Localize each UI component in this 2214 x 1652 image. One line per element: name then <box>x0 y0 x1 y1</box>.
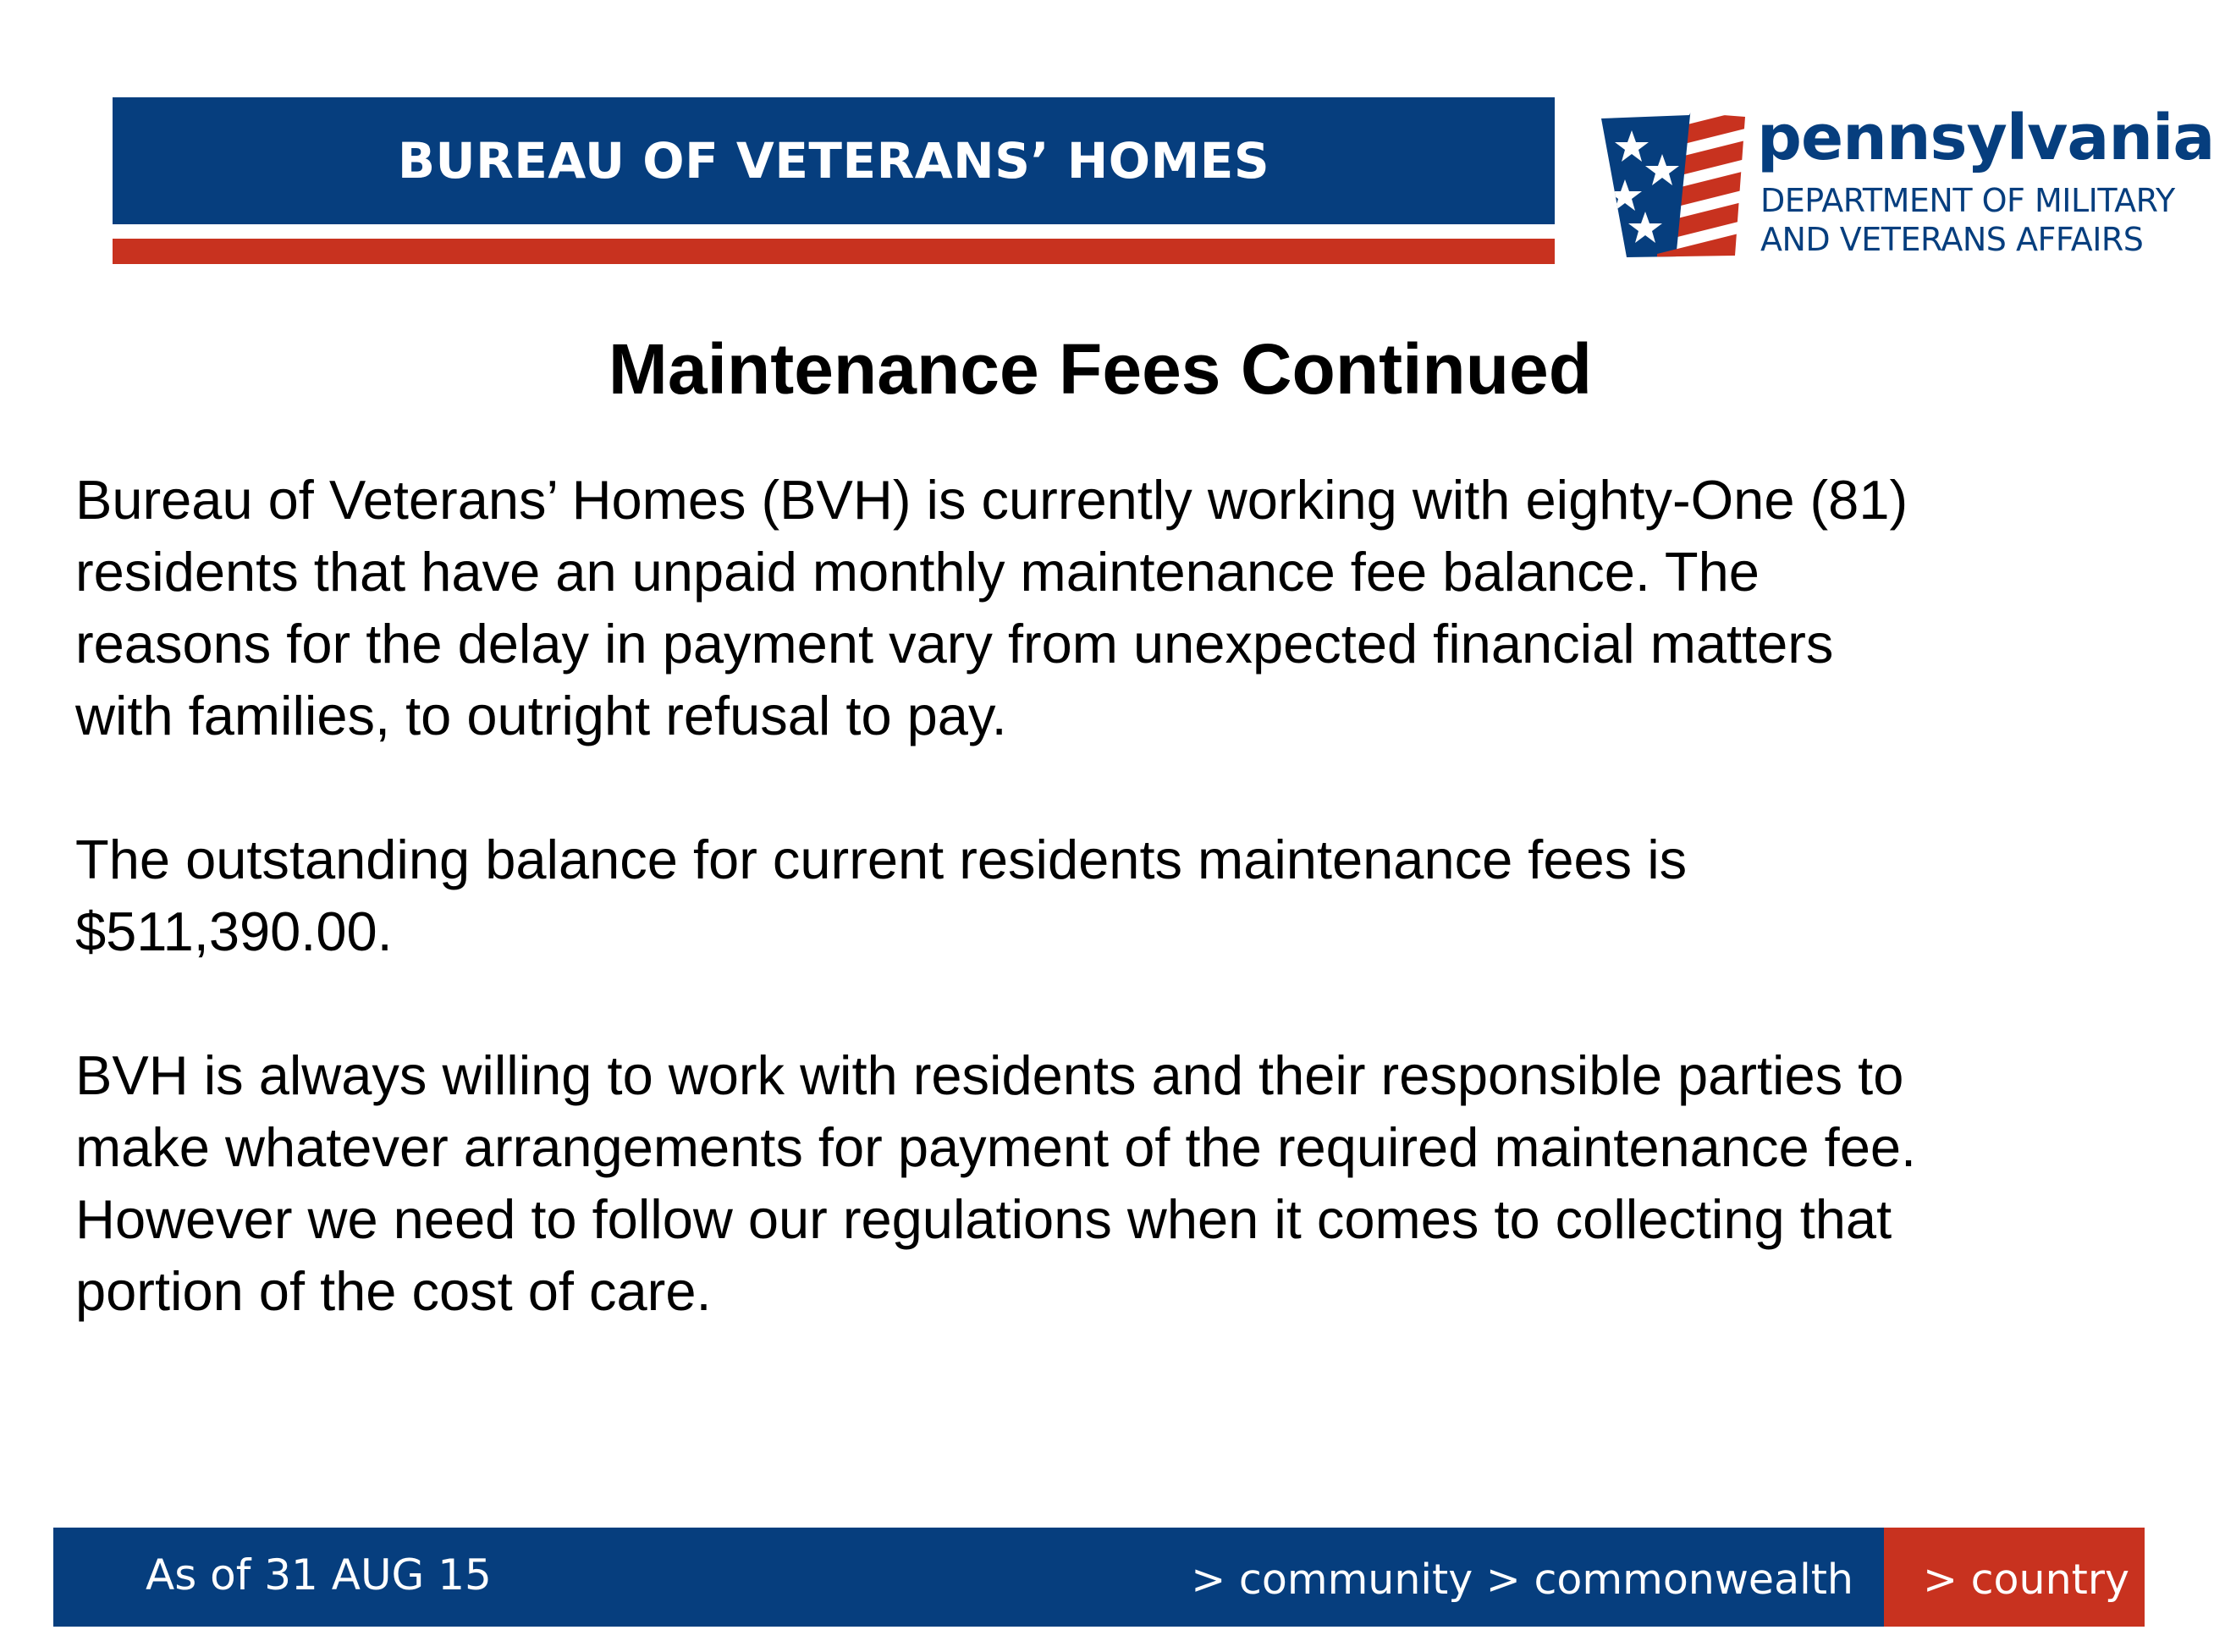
logo-department-line-2: AND VETERANS AFFAIRS <box>1760 221 2144 258</box>
paragraph-arrangements <box>75 1039 2140 1327</box>
text-line: Bureau of Veterans’ Homes (BVH) is currently working with eighty-One (81) <box>75 469 1908 531</box>
text-line: The outstanding balance for current residents maintenance fees is <box>75 829 1688 890</box>
logo-wordmark: pennsylvania <box>1757 102 2214 174</box>
page-title: Maintenance Fees Continued <box>608 329 1593 409</box>
footer-date: As of 31 AUG 15 <box>146 1550 492 1600</box>
logo-department-line-1: DEPARTMENT OF MILITARY <box>1760 182 2175 219</box>
header-red-stripe <box>113 239 1555 264</box>
text-line: with families, to outright refusal to pay. <box>75 685 1007 746</box>
banner-title: BUREAU OF VETERANS’ HOMES <box>397 132 1270 190</box>
text-line: $511,390.00. <box>75 900 393 962</box>
slide-body <box>75 464 2140 1399</box>
text-line: make whatever arrangements for payment of the required maintenance fee. <box>75 1116 1917 1178</box>
text-line: residents that have an unpaid monthly maintenance fee balance. The <box>75 541 1760 603</box>
text-line: reasons for the delay in payment vary from unexpected financial matters <box>75 613 1834 675</box>
footer-tagline-country: > country <box>1922 1556 2129 1604</box>
text-line: portion of the cost of care. <box>75 1260 712 1322</box>
footer-tagline: > community > commonwealth <box>1191 1556 1853 1604</box>
keystone-flag-icon <box>1598 107 1750 259</box>
pa-dmva-logo <box>1598 102 2214 259</box>
paragraph-residents <box>75 464 2140 752</box>
paragraph-balance <box>75 823 2140 967</box>
text-line: BVH is always willing to work with residents and their responsible parties to <box>75 1044 1904 1106</box>
text-line: However we need to follow our regulations when it comes to collecting that <box>75 1188 1892 1250</box>
